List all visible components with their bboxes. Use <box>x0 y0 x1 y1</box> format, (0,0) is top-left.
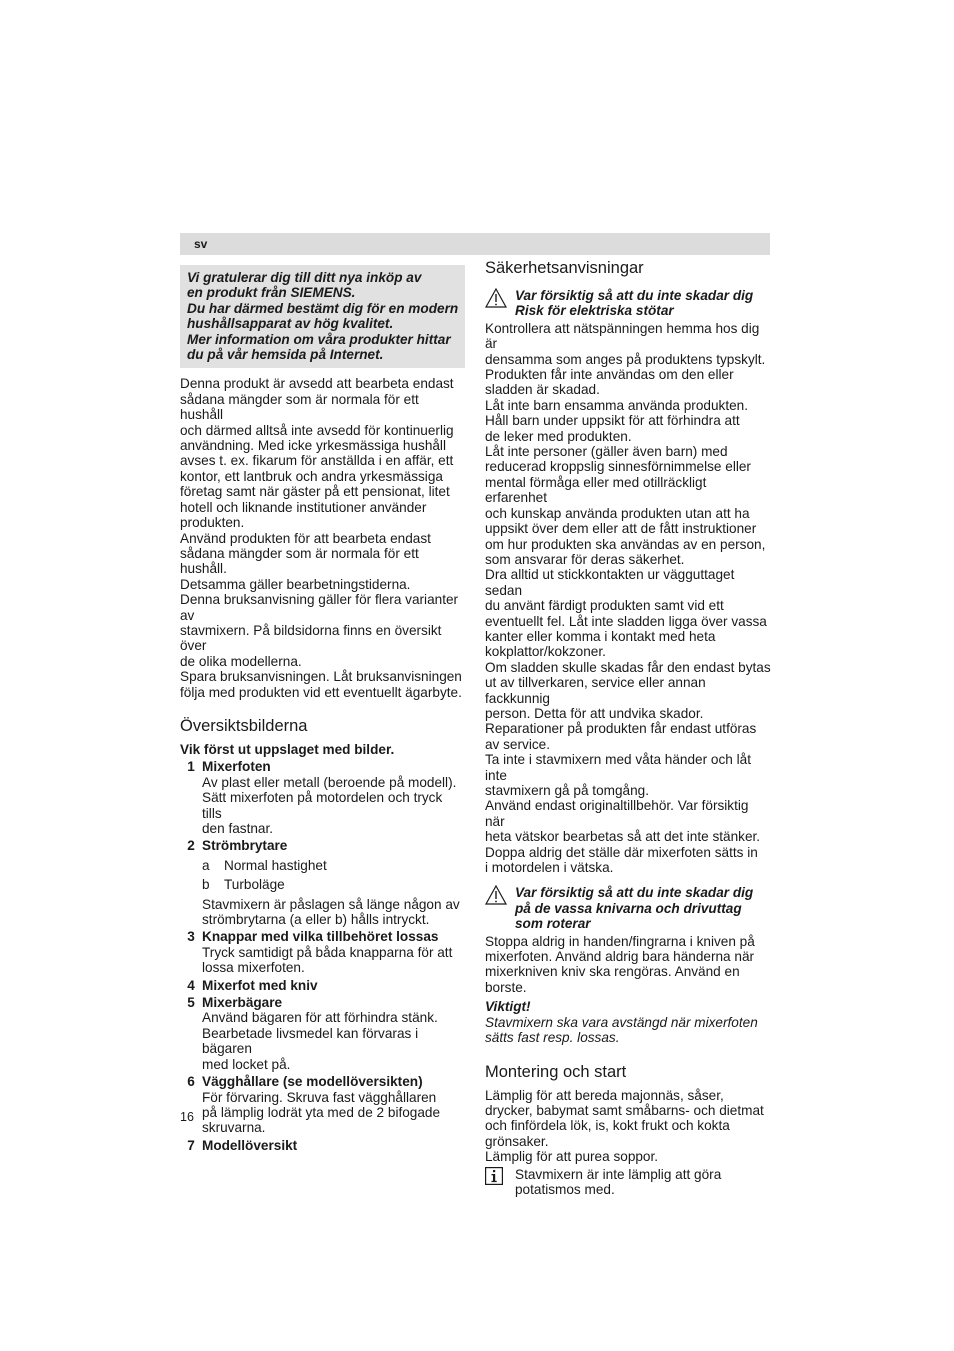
overview-item <box>180 995 465 1072</box>
warning-line: Var försiktig så att du inte skadar dig <box>515 288 754 303</box>
paragraph-line: och därmed alltså inte avsedd för kontinuerlig <box>180 422 454 438</box>
paragraph-line: som ansvarar för deras säkerhet. <box>485 551 685 567</box>
paragraph-line: i motordelen i vätska. <box>485 860 614 876</box>
overview-item <box>180 978 465 993</box>
important-label: Viktigt! <box>485 999 531 1015</box>
paragraph-line: av service. <box>485 736 550 752</box>
intro-line: du på vår hemsida på Internet. <box>187 347 384 363</box>
paragraph-line: användning. Med icke yrkesmässiga hushåll <box>180 438 446 454</box>
intro-paragraphs <box>180 376 465 700</box>
warning-line: som roterar <box>515 916 591 932</box>
paragraph-line: reducerad kroppslig sinnesförnimmelse eller <box>485 459 751 475</box>
paragraph-line: sådana mängder som är normala för ett hushåll. <box>180 545 419 577</box>
item-description-line: den fastnar. <box>202 821 274 836</box>
important-line: Stavmixern ska vara avstängd när mixerfoten <box>485 1014 758 1030</box>
paragraph-line: mixerkniven kniv ska rengöras. Använd en <box>485 964 740 980</box>
paragraph <box>485 567 771 659</box>
paragraph-line: kanter eller komma i kontakt med heta <box>485 628 716 644</box>
info-line: Stavmixern är inte lämplig att göra <box>515 1166 722 1182</box>
paragraph-line: produkten. <box>180 515 245 531</box>
paragraph-line: de leker med produkten. <box>485 428 632 444</box>
paragraph-line: kokplattor/kokzoner. <box>485 644 606 660</box>
item-description <box>202 945 452 976</box>
important-line: sätts fast resp. lossas. <box>485 1030 620 1046</box>
info-icon <box>485 1167 515 1198</box>
sub-item-letter: a <box>202 857 210 873</box>
paragraph-line: grönsaker. <box>485 1133 549 1149</box>
item-description-line: För förvaring. Skruva fast vägghållaren <box>202 1089 437 1105</box>
item-description-line: Bearbetade livsmedel kan förvaras i bägaren <box>202 1025 419 1057</box>
paragraph-line: Låt inte personer (gäller även barn) med <box>485 444 728 460</box>
item-description-line: på lämplig lodrät yta med de 2 bifogade <box>202 1104 441 1120</box>
item-number: 5 <box>187 995 195 1011</box>
paragraph-line: och kunskap använda produkten utan att ha <box>485 505 750 521</box>
paragraph-line: Doppa aldrig det ställe där mixerfoten sätts in <box>485 844 758 860</box>
right-column <box>485 258 771 1197</box>
paragraph-line: Om sladden skulle skadas får den endast bytas <box>485 659 771 675</box>
overview-item <box>180 929 465 975</box>
safety-paragraphs <box>485 321 771 876</box>
item-description-line: med locket på. <box>202 1056 291 1072</box>
item-label: Mixerbägare <box>202 995 283 1011</box>
paragraph-line: Ta inte i stavmixern med våta händer och låt inte <box>485 752 751 783</box>
item-description-line: Använd bägaren för att förhindra stänk. <box>202 1010 438 1026</box>
paragraph-line: sladden är skadad. <box>485 382 600 398</box>
page-number: 16 <box>180 1110 194 1124</box>
info-note <box>485 1167 771 1198</box>
paragraph-line: mixerfoten. Använd aldrig bara händerna när <box>485 949 755 965</box>
intro-line: Mer information om våra produkter hittar <box>187 331 451 347</box>
item-description <box>202 1090 440 1136</box>
item-description-line: Av plast eller metall (beroende på modell). <box>202 774 457 790</box>
paragraph-line: avses t. ex. fikarum för anställda i en affär, ett <box>180 453 454 469</box>
intro-box <box>180 265 465 368</box>
paragraph-line: Spara bruksanvisningen. Låt bruksanvisningen <box>180 669 462 685</box>
overview-item <box>180 1074 465 1136</box>
item-description-line: lossa mixerfoten. <box>202 960 305 976</box>
paragraph-line: hotell och liknande institutioner använder <box>180 499 427 515</box>
paragraph <box>485 845 771 876</box>
paragraph-line: Produkten får inte användas om den eller <box>485 367 734 383</box>
paragraph <box>180 669 465 700</box>
warning-triangle-icon <box>485 885 515 931</box>
left-column <box>180 265 465 1153</box>
item-description <box>202 897 460 928</box>
item-description <box>202 775 465 837</box>
warning-electric <box>485 288 771 319</box>
paragraph <box>485 321 771 398</box>
paragraph-line: sådana mängder som är normala för ett hushåll <box>180 391 419 423</box>
paragraph-line: du använt färdigt produkten samt vid ett <box>485 598 724 614</box>
item-number: 1 <box>187 759 195 775</box>
paragraph-line: ut av tillverkaren, service eller annan fackkunnig <box>485 675 706 706</box>
intro-line: en produkt från SIEMENS. <box>187 285 356 301</box>
intro-line: Du har därmed bestämt dig för en modern <box>187 300 459 316</box>
paragraph-line: Dra alltid ut stickkontakten ur vägguttaget sedan <box>485 567 735 598</box>
blade-paragraphs <box>485 934 771 996</box>
warning-triangle-icon <box>485 288 515 319</box>
warning-blades-text <box>515 885 753 931</box>
paragraph-line: drycker, babymat samt småbarns- och dietmat <box>485 1102 764 1118</box>
paragraph-line: stavmixern gå på tomgång. <box>485 783 649 798</box>
paragraph-line: Kontrollera att nätspänningen hemma hos dig är <box>485 320 760 352</box>
item-label: Strömbrytare <box>202 838 288 854</box>
paragraph <box>180 531 465 593</box>
warning-line: Risk för elektriska stötar <box>515 303 674 319</box>
item-number: 3 <box>187 929 195 945</box>
item-description-line: Sätt mixerfoten på motordelen och tryck tills <box>202 790 443 821</box>
paragraph-line: Stoppa aldrig in handen/fingrarna i kniven på <box>485 933 755 949</box>
paragraph-line: eventuellt fel. Låt inte sladden ligga över vassa <box>485 613 767 629</box>
overview-item <box>180 1138 465 1153</box>
overview-heading: Översiktsbilderna <box>180 716 308 735</box>
paragraph-line: heta vätskor bearbetas så att det inte stänker. <box>485 829 761 845</box>
paragraph <box>485 1088 771 1150</box>
language-code: sv <box>194 237 208 251</box>
paragraph-line: mental förmåga eller med otillräckligt erfarenhet <box>485 474 707 506</box>
warning-electric-text <box>515 288 753 319</box>
item-description <box>202 1010 465 1072</box>
mounting-paragraphs <box>485 1088 771 1165</box>
item-description-line: strömbrytarna (a eller b) hålls intryckt. <box>202 912 430 928</box>
paragraph-line: Håll barn under uppsikt för att förhindra att <box>485 413 740 429</box>
paragraph-line: Denna bruksanvisning gäller för flera varianter av <box>180 592 459 623</box>
info-note-text <box>515 1167 721 1198</box>
paragraph-line: densamma som anges på produktens typskylt. <box>485 351 766 367</box>
paragraph-line: Lämplig för att purea soppor. <box>485 1149 659 1165</box>
paragraph-line: Lämplig för att bereda majonnäs, såser, <box>485 1087 724 1103</box>
item-number: 2 <box>187 838 195 854</box>
paragraph-line: stavmixern. På bildsidorna finns en översikt över <box>180 622 442 654</box>
item-description-line: Stavmixern är påslagen så länge någon av <box>202 896 460 912</box>
paragraph-line: borste. <box>485 979 527 995</box>
sub-item-text: Normal hastighet <box>224 857 327 873</box>
item-label: Knappar med vilka tillbehöret lossas <box>202 929 439 945</box>
safety-heading: Säkerhetsanvisningar <box>485 259 644 277</box>
overview-lead: Vik först ut uppslaget med bilder. <box>180 741 395 757</box>
sub-item-letter: b <box>202 877 210 893</box>
paragraph-line: Använd endast originaltillbehör. Var försiktig när <box>485 798 749 829</box>
overview-list <box>180 759 465 1153</box>
info-line: potatismos med. <box>515 1181 615 1197</box>
paragraph-line: följa med produkten vid ett eventuellt ägarbyte. <box>180 684 462 700</box>
warning-blades <box>485 885 771 931</box>
paragraph-line: om hur produkten ska användas av en person, <box>485 536 766 552</box>
paragraph <box>485 398 771 444</box>
paragraph-line: person. Detta för att undvika skador. <box>485 705 704 721</box>
paragraph-line: kontor, ett lantbruk och andra yrkesmässiga <box>180 468 443 484</box>
paragraph-line: Denna produkt är avsedd att bearbeta endast <box>180 376 454 392</box>
paragraph-line: och finfördela lök, is, kokt frukt och kokta <box>485 1118 730 1134</box>
item-description-line: Tryck samtidigt på båda knapparna för att <box>202 944 453 960</box>
sub-item <box>202 858 460 873</box>
mounting-heading: Montering och start <box>485 1062 627 1081</box>
paragraph-line: Låt inte barn ensamma använda produkten. <box>485 397 748 413</box>
overview-item <box>180 838 465 927</box>
item-description-line: skruvarna. <box>202 1120 266 1136</box>
item-label: Mixerfot med kniv <box>202 977 318 993</box>
item-label: Mixerfoten <box>202 759 271 775</box>
item-number: 6 <box>187 1074 195 1090</box>
intro-line: hushållsapparat av hög kvalitet. <box>187 316 394 332</box>
paragraph-line: de olika modellerna. <box>180 653 302 669</box>
sub-item-text: Turboläge <box>224 877 285 893</box>
warning-line: Var försiktig så att du inte skadar dig <box>515 885 754 901</box>
paragraph <box>485 444 771 567</box>
paragraph-line: företag samt när gäster på ett pensionat, litet <box>180 484 450 500</box>
sub-item <box>202 877 460 892</box>
item-label: Vägghållare (se modellöversikten) <box>202 1074 423 1090</box>
item-number: 7 <box>187 1137 195 1153</box>
overview-item <box>180 759 465 836</box>
paragraph <box>485 752 771 798</box>
item-label: Modellöversikt <box>202 1137 298 1153</box>
paragraph <box>180 376 465 530</box>
paragraph-line: uppsikt över dem eller att de fått instruktioner <box>485 521 757 537</box>
paragraph <box>180 592 465 669</box>
item-number: 4 <box>187 977 195 993</box>
paragraph <box>485 1149 771 1164</box>
paragraph-line: Detsamma gäller bearbetningstiderna. <box>180 576 411 592</box>
paragraph <box>485 798 771 844</box>
paragraph-line: Reparationer på produkten får endast utföras <box>485 721 757 737</box>
important-text <box>485 1015 771 1046</box>
paragraph <box>485 934 771 996</box>
language-bar <box>180 233 770 255</box>
warning-line: på de vassa knivarna och drivuttag <box>515 900 742 916</box>
intro-line: Vi gratulerar dig till ditt nya inköp av <box>187 270 422 285</box>
paragraph <box>485 660 771 752</box>
paragraph-line: Använd produkten för att bearbeta endast <box>180 530 431 546</box>
